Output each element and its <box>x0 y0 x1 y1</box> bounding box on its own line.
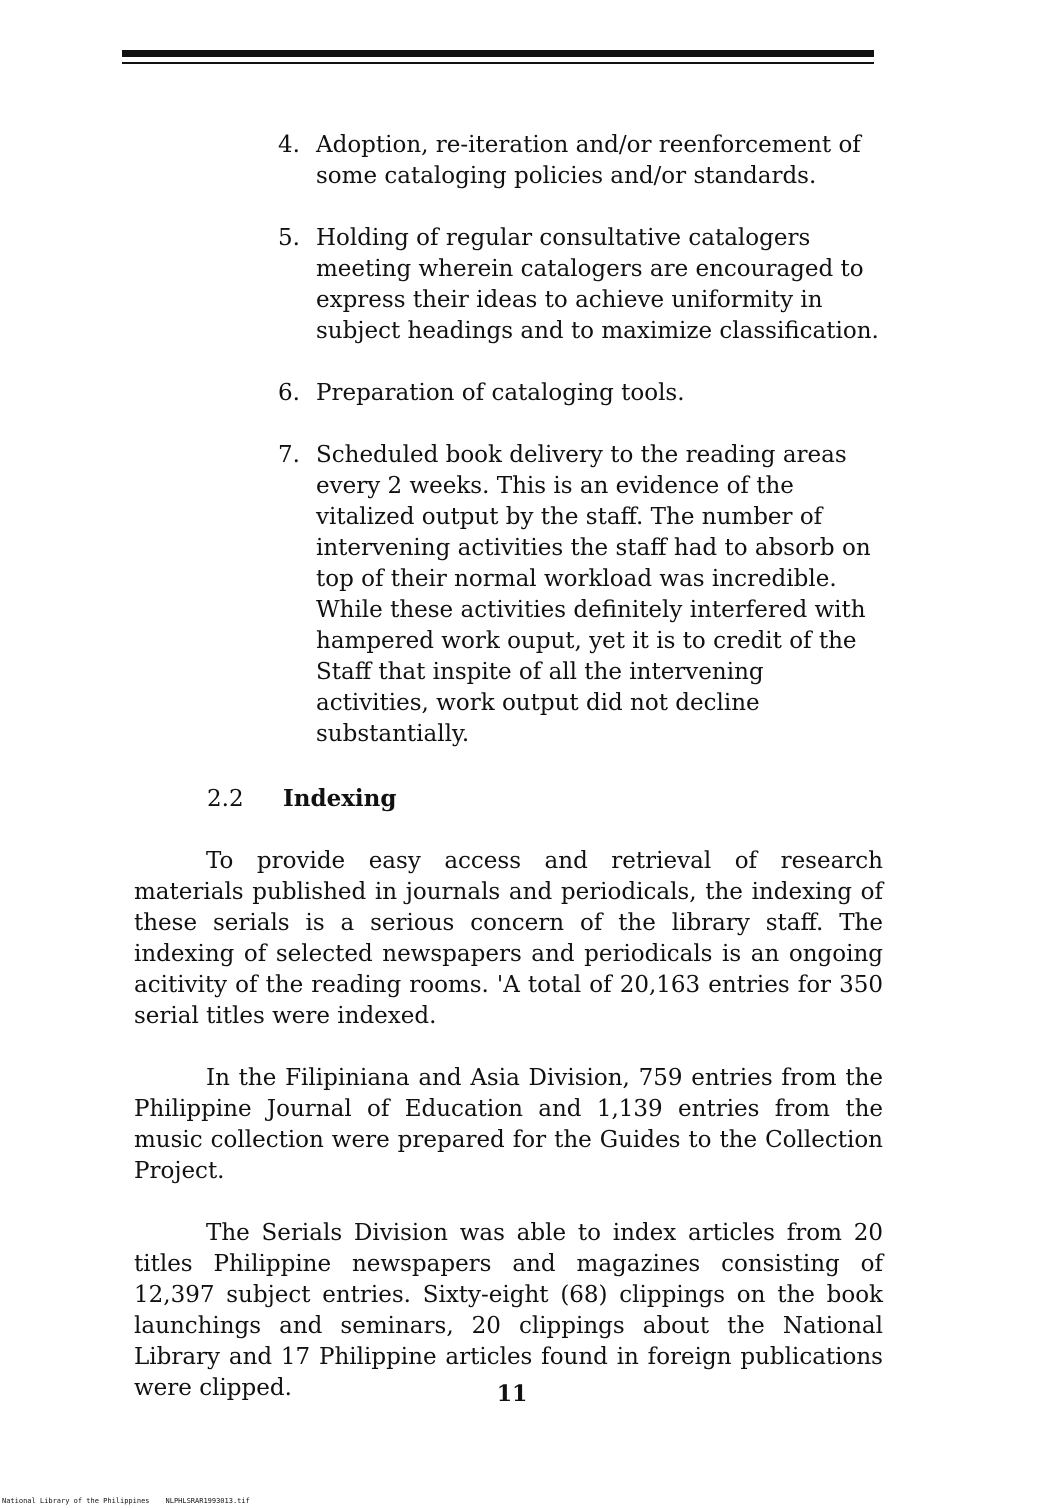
body-text <box>134 846 883 1435</box>
section-heading <box>207 783 396 815</box>
paragraph: In the Filipiniana and Asia Division, 759 entries from the Philippine Journal of Education and 1,139 entries from the music collection were prepared for the Guides to the Collection Project. <box>134 1065 883 1184</box>
list-item-text: Holding of regular consultative catalogers meeting wherein catalogers are encouraged to express their ideas to achieve uniformity in subject headings and to maximize classification. <box>316 225 879 344</box>
list-item <box>278 223 883 347</box>
list-item-text: Scheduled book delivery to the reading areas every 2 weeks. This is an evidence of the vitalized output by the staff. The number of intervening activities the staff had to absorb on top of their normal workload was incredible. While these activities definitely interfered with hampered work ouput, yet it is to credit of the Staff that inspite of all the intervening activities, work output did not decline substantially. <box>316 442 871 747</box>
page-number: 11 <box>496 1381 528 1407</box>
list-item <box>278 440 883 750</box>
scan-footer <box>2 1497 250 1506</box>
scan-source: National Library of the Philippines <box>2 1497 150 1505</box>
section-number: 2.2 <box>207 786 244 812</box>
numbered-list <box>278 130 883 781</box>
list-item-number: 5. <box>278 225 300 251</box>
list-item-number: 6. <box>278 380 300 406</box>
paragraph: The Serials Division was able to index articles from 20 titles Philippine newspapers and magazines consisting of 12,397 subject entries. Sixty-eight (68) clippings on the book launchings and seminars, 20 clippings about the National Library and 17 Philippine articles found in foreign publications were clipped. <box>134 1220 883 1401</box>
list-item <box>278 130 883 192</box>
list-item-text: Preparation of cataloging tools. <box>316 380 685 406</box>
list-item-number: 7. <box>278 442 300 468</box>
scan-file-name: NLPHLSRAR1993013.tif <box>165 1497 250 1505</box>
list-item-text: Adoption, re-iteration and/or reenforcement of some cataloging policies and/or standards. <box>316 132 861 189</box>
list-item-number: 4. <box>278 132 300 158</box>
header-rule-thin <box>122 62 874 64</box>
paragraph: To provide easy access and retrieval of research materials published in journals and periodicals, the indexing of these serials is a serious concern of the library staff. The indexing of selected newspapers and periodicals is an ongoing acitivity of the reading rooms. 'A total of 20,163 entries for 350 serial titles were indexed. <box>134 848 883 1029</box>
section-title: Indexing <box>283 785 397 812</box>
header-rule-thick <box>122 50 874 57</box>
list-item <box>278 378 883 409</box>
